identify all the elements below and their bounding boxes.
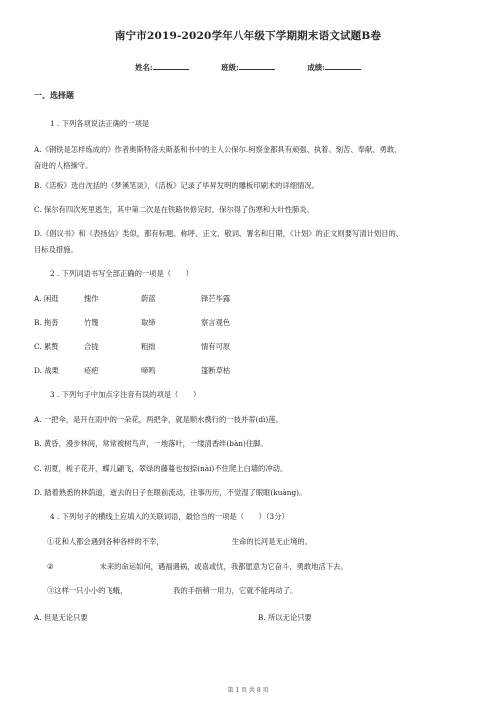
class-blank[interactable] (239, 62, 275, 70)
option-word: 察言观色 (201, 318, 231, 327)
sentence-part: 生命的长河是无止境的。 (231, 537, 313, 546)
option-word: 篷断草枯 (201, 366, 231, 375)
sentence-part: 未来的命运如何，遇福遇祸，或喜或忧，我都愿意为它奋斗，勇敢地活下去。 (99, 562, 348, 571)
question-2-option-row (34, 342, 230, 352)
sentence-part: ② (47, 562, 54, 571)
sentence-part: 我的手指稍一用力，它就不能再动了。 (173, 586, 298, 595)
option-word: 合拢 (84, 342, 99, 351)
question-1-stem: 1 . 下列各项说法正确的一项是 (50, 119, 150, 128)
question-4-option-b: B. 所以无论只要 (258, 613, 312, 622)
score-field[interactable] (307, 63, 361, 72)
option-label: C. 累赘 (34, 342, 59, 351)
question-3-option-b: B. 黄昏，漫步林间，常常被树鸟声，一地落叶，一缕清香绊(bàn)住脚。 (34, 439, 268, 448)
question-1-option-c: C. 保尔有四次死里逃生，其中第二次是在铁路快修完时，保尔得了伤寒和大叶性肺炎。 (34, 205, 314, 214)
option-word: 锋芒毕露 (201, 294, 231, 303)
score-label: 成绩: (307, 63, 325, 72)
score-blank[interactable] (325, 62, 361, 70)
question-4-option-a: A. 但是无论只要 (34, 613, 88, 622)
option-word: 愧作 (84, 294, 99, 303)
question-4-sentence-3 (47, 586, 297, 596)
option-word: 情有可原 (201, 342, 231, 351)
question-3-option-a: A. 一把伞，是开在雨中的一朵花，两把伞，就是顺水携行的一枝并蒂(dì)莲。 (34, 415, 283, 424)
question-4-sentence-1 (47, 537, 312, 547)
question-2-stem: 2 . 下列词语书写全部正确的一项是（ ） (50, 269, 193, 278)
option-label: B. 拖沓 (34, 318, 59, 327)
question-3-option-c: C. 初夏，栀子花开，蝶儿翩飞，翠绿的藤蔓也按捺(nài)不住爬上白墙的冲动。 (34, 464, 288, 473)
question-2-option-row (34, 318, 230, 328)
option-word: 取缔 (141, 318, 156, 327)
question-2-option-row (34, 366, 230, 376)
page-footer: 第 1 页 共 8 页 (227, 687, 269, 694)
question-2-option-row (34, 294, 230, 304)
option-label: D. 战栗 (34, 366, 59, 375)
option-word: 蔚蓝 (141, 294, 156, 303)
sentence-part: ①花和人都会遇到各种各样的不幸， (47, 537, 164, 546)
option-label: A. 闲逛 (34, 294, 59, 303)
question-1-option-a-cont: 奋进的人格操守。 (34, 161, 93, 170)
question-4-stem: 4 . 下列句子的横线上应填入的关联词语，最恰当的一项是（ ）（3分） (50, 512, 289, 521)
sentence-part: ③这样一只小小的飞蛾， (47, 586, 128, 595)
option-word: 竹篾 (84, 318, 99, 327)
class-field[interactable] (221, 63, 275, 72)
option-word: 啼鸣 (141, 366, 156, 375)
question-3-option-d: D. 踏着熟悉的林荫道，逝去的日子在眼前流动，往事历历，不觉湿了眼眶(kuàng)。 (34, 488, 307, 497)
name-blank[interactable] (153, 62, 189, 70)
section-heading: 一、选择题 (34, 90, 74, 100)
student-info-row (0, 62, 496, 73)
name-label: 姓名: (135, 63, 153, 72)
question-1-option-b: B.《活板》选自沈括的《梦溪笔谈》，《活板》记录了毕昇发明的雕板印刷术的详细情况。 (34, 181, 319, 190)
name-field[interactable] (135, 63, 189, 72)
option-word: 粗拙 (141, 342, 156, 351)
question-4-sentence-2 (47, 562, 348, 572)
question-1-option-d-cont: 目标及措施。 (34, 245, 78, 254)
class-label: 班级: (221, 63, 239, 72)
page-title: 南宁市2019-2020学年八年级下学期期末语文试题B卷 (114, 30, 382, 42)
question-1-option-a: A.《钢铁是怎样炼成的》作者奥斯特洛夫斯基和书中的主人公保尔.柯察金都具有顽强、执着、刻苦、奉献、勇敢、 (34, 145, 402, 154)
option-word: 疮疤 (84, 366, 99, 375)
question-1-option-d: D.《倡议书》和《表扬信》类似，都有标题、称呼、正文、敬词、署名和日期，《计划》的正文则要写清计划目的、 (34, 229, 404, 238)
question-3-stem: 3 . 下列句子中加点字注音有误的项是（ ） (50, 390, 201, 399)
